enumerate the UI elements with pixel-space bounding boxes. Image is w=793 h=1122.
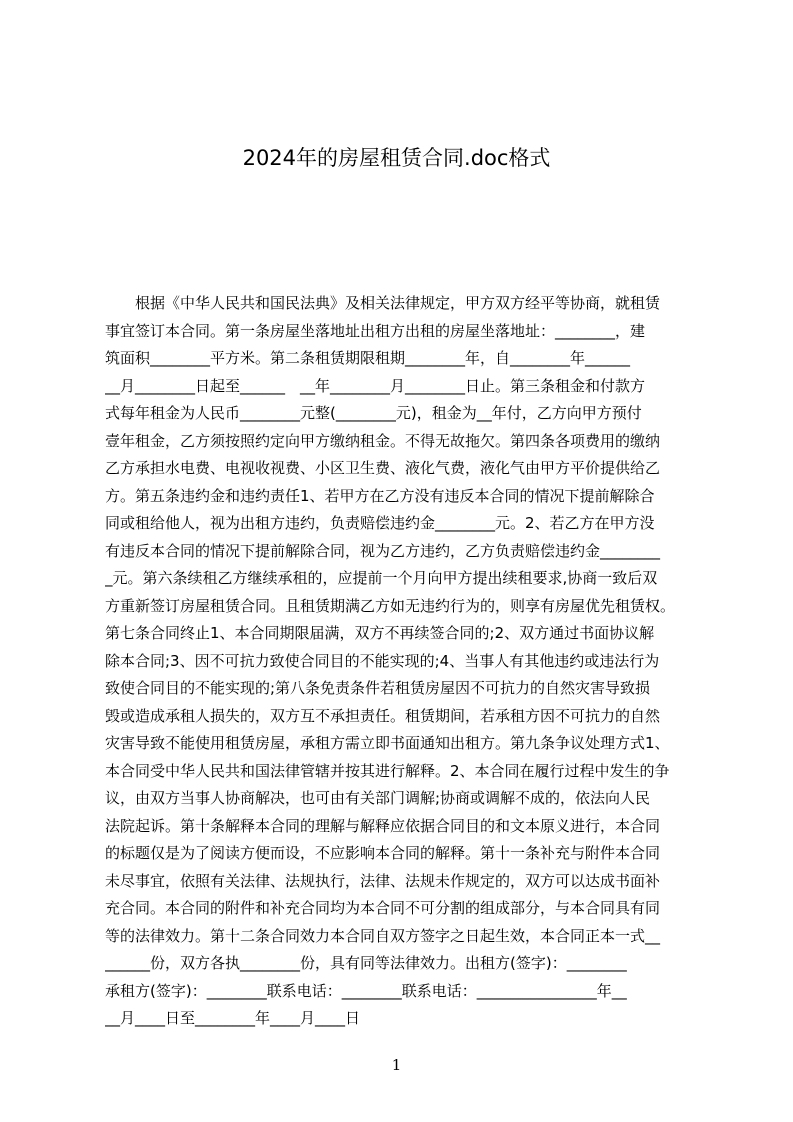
body-line: 方重新签订房屋租赁合同。且租赁期满乙方如无违约行为的，则享有房屋优先租赁权。 bbox=[105, 596, 676, 615]
body-line: 承租方(签字)：________联系电话：________联系电话：________________年__ bbox=[105, 981, 627, 1000]
body-line: 本合同受中华人民共和国法律管辖并按其进行解释。2、本合同在履行过程中发生的争 bbox=[105, 761, 670, 780]
body-line: 未尽事宜，依照有关法律、法规执行，法律、法规未作规定的，双方可以达成书面补 bbox=[105, 871, 661, 890]
body-line: 的标题仅是为了阅读方便而设，不应影响本合同的解释。第十一条补充与附件本合同 bbox=[105, 844, 661, 862]
body-line: 第七条合同终止1、本合同期限届满，双方不再续签合同的;2、双方通过书面协议解 bbox=[105, 624, 655, 642]
body-line: 同或租给他人，视为出租方违约，负责赔偿违约金________元。2、若乙方在甲方没 bbox=[105, 514, 655, 532]
body-line: ______份，双方各执________份，具有同等法律效力。出租方(签字)：________ bbox=[105, 954, 627, 972]
body-line: _元。第六条续租乙方继续承租的，应提前一个月向甲方提出续租要求,协商一致后双 bbox=[105, 569, 658, 587]
body-line: 根据《中华人民共和国民法典》及相关法律规定，甲方双方经平等协商，就租赁 bbox=[105, 294, 661, 312]
body-line: 壹年租金，乙方须按照约定向甲方缴纳租金。不得无故拖欠。第四条各项费用的缴纳 bbox=[105, 431, 661, 450]
body-line: 除本合同;3、因不可抗力致使合同目的不能实现的;4、当事人有其他违约或违法行为 bbox=[105, 651, 660, 670]
body-line: __月____日至________年____月____日 bbox=[105, 1009, 361, 1027]
page-number: 1 bbox=[391, 1056, 402, 1074]
body-line: 事宜签订本合同。第一条房屋坐落地址出租方出租的房屋坐落地址：________，建 bbox=[105, 321, 646, 340]
contract-body bbox=[105, 290, 698, 1033]
body-line: 灾害导致不能使用租赁房屋，承租方需立即书面通知出租方。第九条争议处理方式1、 bbox=[105, 734, 670, 752]
body-line: 筑面积________平方米。第二条租赁期限租期________年，自________年______ bbox=[105, 349, 631, 367]
body-line: 乙方承担水电费、电视收视费、小区卫生费、液化气费，液化气由甲方平价提供给乙 bbox=[105, 459, 661, 477]
body-line: 式每年租金为人民币________元整(________元)，租金为__年付，乙方向甲方预付 bbox=[105, 404, 642, 422]
body-line: 致使合同目的不能实现的;第八条免责条件若租赁房屋因不可抗力的自然灾害导致损 bbox=[105, 679, 651, 697]
body-line: 有违反本合同的情况下提前解除合同，视为乙方违约，乙方负责赔偿违约金________ bbox=[105, 541, 661, 560]
body-line: 等的法律效力。第十二条合同效力本合同自双方签字之日起生效，本合同正本一式__ bbox=[105, 926, 661, 945]
body-line: __月________日起至______ __年________月________日止。第三条租金和付款方 bbox=[105, 376, 646, 395]
body-line: 充合同。本合同的附件和补充合同均为本合同不可分割的组成部分，与本合同具有同 bbox=[105, 899, 661, 917]
body-line: 毁或造成承租人损失的，双方互不承担责任。租赁期间，若承租方因不可抗力的自然 bbox=[105, 706, 661, 725]
body-line: 方。第五条违约金和违约责任1、若甲方在乙方没有违反本合同的情况下提前解除合 bbox=[105, 486, 655, 505]
body-line: 法院起诉。第十条解释本合同的理解与解释应依据合同目的和文本原义进行，本合同 bbox=[105, 816, 661, 835]
body-line: 议，由双方当事人协商解决，也可由有关部门调解;协商或调解不成的，依法向人民 bbox=[105, 789, 651, 807]
document-title: 2024年的房屋租赁合同.doc格式 bbox=[242, 146, 551, 170]
